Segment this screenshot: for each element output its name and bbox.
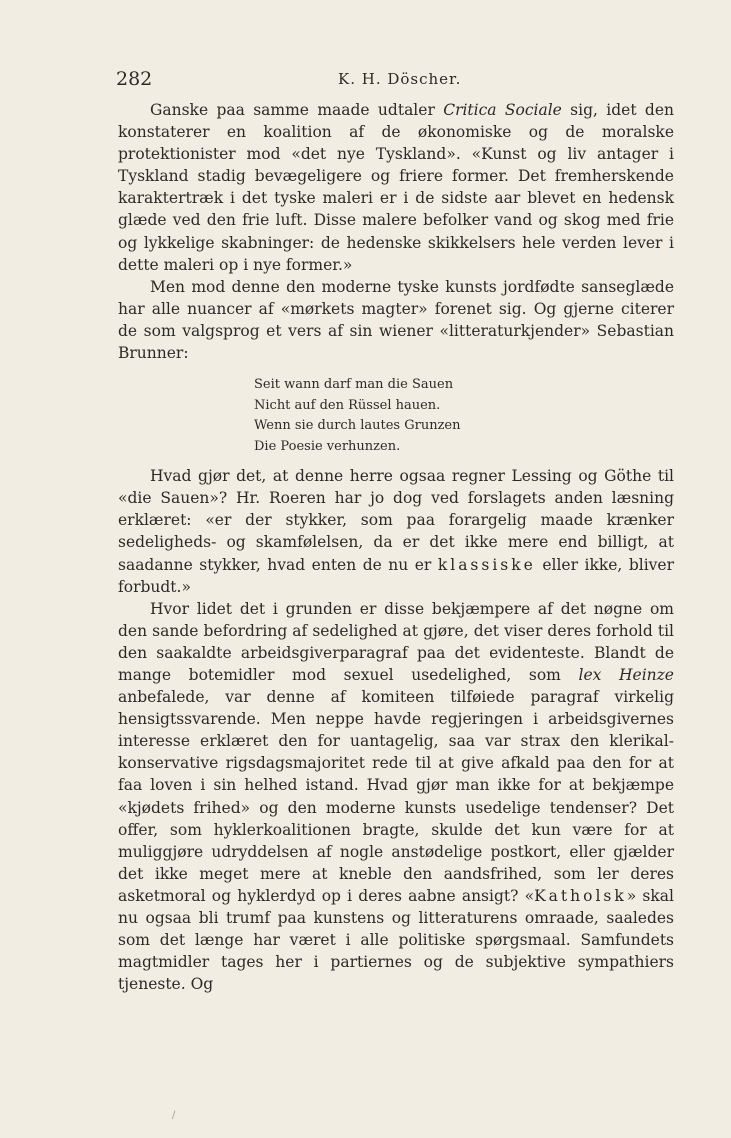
spaced-word: klassiske [437,555,536,574]
running-head: K. H. Döscher. [338,70,462,88]
paragraph [118,99,674,276]
text-run: » skal nu ogsaa bli trumf paa kunstens og litteraturens omraade, saaledes som det længe har været i alle politiske spørgsmaal. Samfundets magtmidler tages her i partiernes og de subjektive sympathiers tjeneste. Og [118,886,674,994]
italic-title: Critica Sociale [443,101,562,119]
text-run: eller ikke, bliver forbudt.» [118,555,675,596]
paragraph [118,598,674,996]
poem-quote [254,375,674,457]
text-run: Hvor lidet det i grunden er disse bekjæmpere af det nøgne om den sande befordring af sedelighed at gjøre, det viser deres forhold til den saakaldte arbeidsgiverparagraf paa det evidenteste. Blandt de mange botemidler mod sexuel usedelighed, som [118,599,674,684]
marginal-mark: / [172,1110,176,1121]
paragraph [118,465,674,598]
poem-line: Wenn sie durch lautes Grunzen [254,418,461,434]
poem-line: Seit wann darf man die Sauen [254,377,454,393]
page-header [116,68,676,96]
text-run: Ganske paa samme maade udtaler [150,101,444,119]
paragraph: Men mod denne den moderne tyske kunsts jordfødte sanseglæde har alle nuancer af «mørkets magter» forenet sig. Og gjerne citerer de som valgsprog et vers af sin wiener «litteraturkjender» Sebastian Brunner: [118,277,674,363]
body-text [118,99,674,995]
page-number: 282 [116,68,153,90]
text-run: anbefalede, var denne af komiteen tilføiede paragraf virkelig hensigtssvarende. Men neppe havde regjeringen i arbeidsgivernes interesse erklæret den for uantagelig, saa var strax den klerikal-konservative rigsdagsmajoritet rede til at give afkald paa den for at faa loven i sin helhed istand. Hvad gjør man ikke for at bekjæmpe «kjødets frihed» og den moderne kunsts usedelige tendenser? Det offer, som hyklerkoalitionen bragte, skulde det kun være for at muliggjøre udryddelsen af nogle anstødelige postkort, eller gjælder det ikke meget mere at kneble den aandsfrihed, som ler deres asketmoral og hyklerdyd op i deres aabne ansigt? « [118,688,674,905]
spaced-word: Katholsk [534,886,627,905]
poem-line: Die Poesie verhunzen. [254,438,401,454]
italic-term: lex Heinze [578,665,674,684]
poem-line: Nicht auf den Rüssel hauen. [254,397,441,413]
text-run: Hvad gjør det, at denne herre ogsaa regner Lessing og Göthe til «die Sauen»? Hr. Roeren har jo dog ved forslagets anden læsning erklæret: «er der stykker, som paa forargelig maade krænker sedeligheds- og skamfølelsen, da er det ikke mere end billigt, at saadanne stykker, hvad enten de nu er [118,467,674,574]
text-run: sig, idet den konstaterer en koalition af de økonomiske og de moralske protektionister mod «det nye Tyskland». «Kunst og liv antager i Tyskland stadig bevægeligere og friere former. Det fremherskende karaktertræk i det tyske maleri er i de sidste aar blevet en hedensk glæde ved den frie luft. Disse malere befolker vand og skog med frie og lykkelige skabninger: de hedenske skikkelsers hele verden lever i dette maleri op i nye former.» [118,101,674,274]
